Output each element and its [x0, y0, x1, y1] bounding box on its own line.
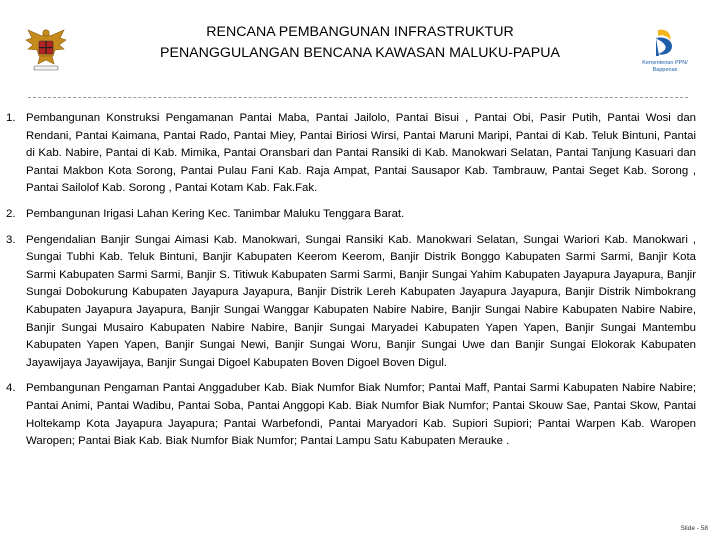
item-number: 1. — [6, 112, 16, 124]
list-item — [6, 110, 696, 198]
bappenas-logo-icon — [636, 26, 694, 60]
slide-number: Slide - 58 — [680, 525, 708, 532]
logo-line-2: Bappenas — [652, 66, 678, 73]
list-item — [6, 380, 696, 450]
garuda-emblem-icon — [22, 26, 70, 76]
item-number: 2. — [6, 207, 16, 220]
item-text: Pembangunan Konstruksi Pengamanan Pantai Maba, Pantai Jailolo, Pantai Bisui , Pantai Obi, Pasir Putih, Pantai Wosi dan Rendani, Pantai Kaimana, Pantai Rado, Pantai Miey, Pantai Biriosi Wirsi, Pantai Maruni Maripi, Pantai di Kab. Teluk Bintuni, Pantai di Kab. Nabire, Pantai di Kab. Mimika, Pantai Oransbari dan Pantai Ransiki di Kab. Manokwari Selatan, Pantai Tanjung Kasuari dan Pantai Makbon Kota Sorong, Pantai Pulau Fani Kab. Raja Ampat, Pantai Sausapor Kab. Tambrauw, Pantai Seget Kab. Sorong , Pantai Sailolof Kab. Sorong , Pantai Kotam Kab. Fak.Fak. — [26, 112, 696, 195]
bappenas-logo — [636, 26, 694, 80]
dashed-divider — [28, 97, 688, 98]
item-text: Pembangunan Irigasi Lahan Kering Kec. Tanimbar Maluku Tenggara Barat. — [26, 207, 405, 220]
item-text: Pembangunan Pengaman Pantai Anggaduber Kab. Biak Numfor Biak Numfor; Pantai Maff, Pantai Sarmi Kabupaten Nabire Nabire; Pantai Animi, Pantai Wadibu, Pantai Soba, Pantai Anggopi Kab. Biak Numfor Biak Numfor; Pantai Skouw Sae, Pantai Skow, Pantai Holtekamp Kota Jayapura Jayapura; Pantai Warbefondi, Pantai Maryadori Kab. Supiori Supiori; Pantai Warpen Kab. Waropen Waropen; Pantai Biak Kab. Biak Numfor Biak Numfor; Pantai Lampu Satu Kabupaten Merauke . — [26, 382, 696, 448]
logo-line-1: Kementerian PPN/ — [642, 60, 688, 66]
item-text: Pengendalian Banjir Sungai Aimasi Kab. Manokwari, Sungai Ransiki Kab. Manokwari Selatan, Sungai Wariori Kab. Manokwari , Sungai Tubhi Kab. Teluk Bintuni, Banjir Kabupaten Keerom Keerom, Banjir Distrik Bonggo Kabupaten Sarmi Sarmi, Banjir Kota Sarmi Kabupaten Sarmi Sarmi, Banjir S. Titiwuk Kabupaten Sarmi Sarmi, Banjir Sungai Yahim Kabupaten Jayapura Jayapura, Banjir Sungai Dobokurung Kabupaten Jayapura Jayapura, Banjir Distrik Lereh Kabupaten Jayapura Jayapura, Banjir Distrik Nimbokrang Kabupaten Jayapura Jayapura, Banjir Sungai Wanggar Kabupaten Nabire Nabire, Banjir Sungai Nabire Kabupaten Nabire Nabire, Banjir Sungai Musairo Kabupaten Nabire Nabire, Banjir Sungai Maryadei Kabupaten Yapen Yapen, Banjir Sungai Mantembu Kabupaten Yapen Yapen, Banjir Sungai Newi, Banjir Sungai Woru, Banjir Sungai Uwe dan Banjir Sungai Elokorak Kabupaten Jayawijaya Jayawijaya, Banjir Sungai Digoel Kabupaten Boven Digoel Boven Digul. — [26, 233, 696, 369]
title-line-1: RENCANA PEMBANGUNAN INFRASTRUKTUR — [206, 24, 514, 40]
page-title — [100, 22, 620, 64]
title-line-2: PENANGGULANGAN BENCANA KAWASAN MALUKU-PAPUA — [160, 45, 560, 61]
item-number: 4. — [6, 382, 16, 395]
list-item — [6, 206, 696, 224]
logo-caption — [636, 60, 694, 73]
list-item — [6, 232, 696, 373]
item-number: 3. — [6, 233, 16, 246]
project-list — [6, 110, 696, 459]
